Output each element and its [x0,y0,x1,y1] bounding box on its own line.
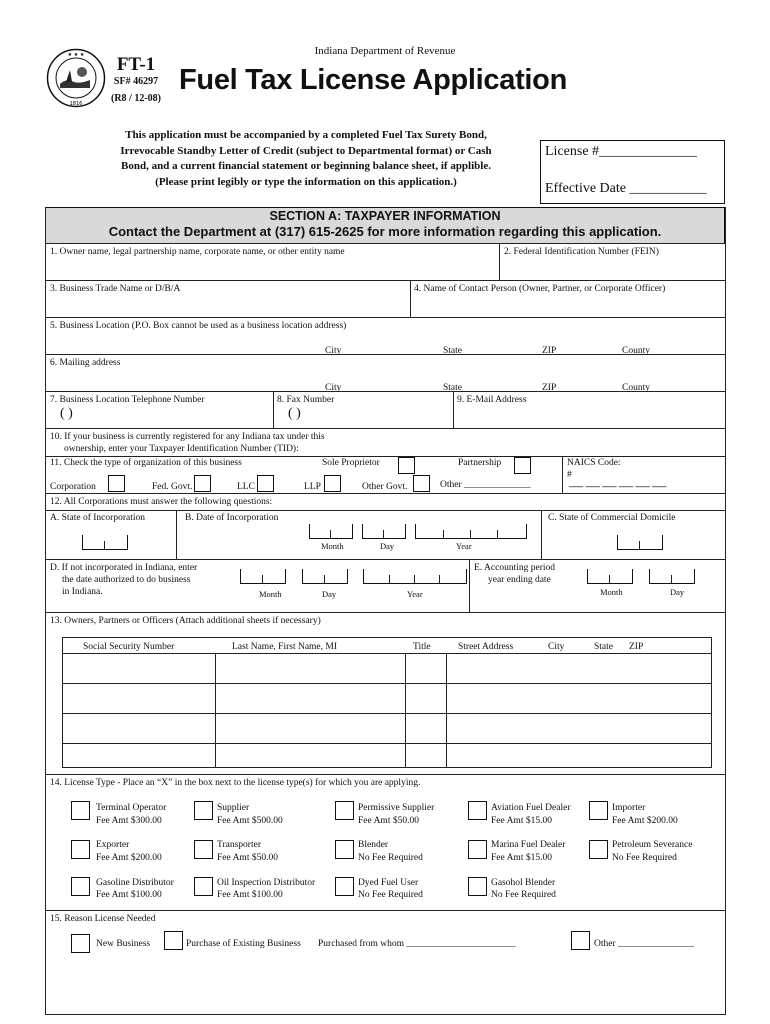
accounting-month-label: Month [600,587,623,597]
field-12e-line2: year ending date [488,575,551,585]
petroleum-severance-label: Petroleum Severance [612,840,693,850]
dyed-fuel-user-fee: No Fee Required [358,890,423,900]
col-title: Title [413,642,431,652]
field-12a-state-incorporation[interactable]: A. State of Incorporation [50,513,145,523]
petroleum-severance-fee: No Fee Required [612,853,677,863]
state-seal [46,48,106,108]
svg-text:1816: 1816 [69,101,83,107]
transporter-checkbox[interactable] [194,840,213,859]
other-govt-checkbox[interactable] [413,475,430,492]
gasohol-blender-fee: No Fee Required [491,890,556,900]
gasoline-distributor-checkbox[interactable] [71,877,90,896]
field-12d-line3: in Indiana. [62,587,103,597]
field-14-license-type: 14. License Type - Place an “X” in the box next to the license type(s) for which you are applying. [50,778,421,788]
oil-inspection-distributor-fee: Fee Amt $100.00 [217,890,283,900]
other-govt-label: Other Govt. [362,482,408,492]
oil-inspection-distributor-checkbox[interactable] [194,877,213,896]
county-label: County [622,346,650,356]
license-number-field[interactable]: License #______________ [545,144,698,159]
col-city: City [548,642,565,652]
field-7-phone[interactable]: 7. Business Location Telephone Number [50,395,205,405]
authorized-month-label: Month [259,589,282,599]
importer-checkbox[interactable] [589,801,608,820]
blender-checkbox[interactable] [335,840,354,859]
supplier-checkbox[interactable] [194,801,213,820]
llp-label: LLP [304,482,321,492]
form-revision: (R8 / 12-08) [111,93,161,104]
accounting-day-label: Day [670,587,685,597]
field-5-business-location[interactable]: 5. Business Location (P.O. Box cannot be used as a business location address) [50,321,347,331]
marina-fuel-dealer-label: Marina Fuel Dealer [491,840,566,850]
incorp-month-boxes[interactable] [309,524,353,539]
section-a-header [45,207,725,243]
corporation-checkbox[interactable] [108,475,125,492]
field-12b-date-incorporation: B. Date of Incorporation [185,513,279,523]
form-title: Fuel Tax License Application [179,64,568,96]
county-label: County [622,383,650,393]
field-3-trade-name[interactable]: 3. Business Trade Name or D/B/A [50,284,181,294]
transporter-fee: Fee Amt $50.00 [217,853,278,863]
supplier-label: Supplier [217,803,250,813]
zip-label: ZIP [542,346,557,356]
instructions: This application must be accompanied by a completed Fuel Tax Surety Bond, Irrevocable Standby Letter of Credit (subject to Departmental format) or Cash Bond, and a current financial statement or beginning balance sheet, if applible. (Please print legibly or type the information on this application.) [120,129,492,188]
importer-label: Importer [612,803,646,813]
field-8-fax[interactable]: 8. Fax Number [277,395,335,405]
terminal-operator-fee: Fee Amt $300.00 [96,816,162,826]
other-reason-checkbox[interactable] [571,931,590,950]
fed-govt-label: Fed. Govt. [152,482,193,492]
field-12d-line1: D. If not incorporated in Indiana, enter [50,563,198,573]
new-business-label: New Business [96,939,151,949]
authorized-year-label: Year [407,589,423,599]
field-2-fein[interactable]: 2. Federal Identification Number (FEIN) [504,247,659,257]
gasohol-blender-checkbox[interactable] [468,877,487,896]
purchased-from-field[interactable]: Purchased from whom _______________________ [318,939,516,949]
permissive-supplier-checkbox[interactable] [335,801,354,820]
incorp-month-label: Month [321,541,344,551]
col-state: State [594,642,613,652]
blender-label: Blender [358,840,389,850]
commercial-domicile-boxes[interactable] [617,535,663,550]
state-incorporation-boxes[interactable] [82,535,128,550]
purchase-existing-label: Purchase of Existing Business [186,939,301,949]
fax-area-code: ( ) [288,406,301,421]
new-business-checkbox[interactable] [71,934,90,953]
city-label: City [325,383,342,393]
sole-proprietor-checkbox[interactable] [398,457,415,474]
naics-code-field[interactable]: ___ ___ ___ ___ ___ ___ [569,479,667,489]
gasoline-distributor-fee: Fee Amt $100.00 [96,890,162,900]
llp-checkbox[interactable] [324,475,341,492]
other-reason-field[interactable]: Other ________________ [594,939,695,949]
authorized-year-boxes[interactable] [363,569,467,584]
field-15-reason: 15. Reason License Needed [50,914,156,924]
partnership-checkbox[interactable] [514,457,531,474]
petroleum-severance-checkbox[interactable] [589,840,608,859]
field-10-tid-line1: 10. If your business is currently registered for any Indiana tax under this [50,432,325,442]
supplier-fee: Fee Amt $500.00 [217,816,283,826]
office-use-box [540,140,725,204]
marina-fuel-dealer-fee: Fee Amt $15.00 [491,853,552,863]
transporter-label: Transporter [217,840,261,850]
svg-text:★ ★ ★: ★ ★ ★ [67,52,85,58]
importer-fee: Fee Amt $200.00 [612,816,678,826]
terminal-operator-label: Terminal Operator [96,803,167,813]
agency-name: Indiana Department of Revenue [314,45,456,57]
field-12-corporations: 12. All Corporations must answer the following questions: [50,497,273,507]
permissive-supplier-fee: Fee Amt $50.00 [358,816,419,826]
field-4-contact-person[interactable]: 4. Name of Contact Person (Owner, Partner, or Corporate Officer) [414,284,666,294]
field-12c-commercial-domicile[interactable]: C. State of Commercial Domicile [548,513,676,523]
field-13-owners: 13. Owners, Partners or Officers (Attach additional sheets if necessary) [50,616,321,626]
section-a-title: SECTION A: TAXPAYER INFORMATION [269,209,501,223]
fed-govt-checkbox[interactable] [194,475,211,492]
state-label: State [443,346,462,356]
exporter-label: Exporter [96,840,130,850]
state-label: State [443,383,462,393]
field-12d-line2: the date authorized to do business [62,575,191,585]
incorp-day-label: Day [380,541,395,551]
gasoline-distributor-label: Gasoline Distributor [96,878,174,888]
effective-date-field[interactable]: Effective Date ___________ [545,181,707,196]
field-12e-line1: E. Accounting period [474,563,555,573]
col-name: Last Name, First Name, MI [232,642,338,652]
sole-proprietor-label: Sole Proprietor [322,458,380,468]
oil-inspection-distributor-label: Oil Inspection Distributor [217,878,316,888]
owners-table [62,637,712,768]
field-9-email[interactable]: 9. E-Mail Address [457,395,527,405]
llc-label: LLC [237,482,255,492]
dyed-fuel-user-label: Dyed Fuel User [358,878,419,888]
authorized-day-boxes[interactable] [302,569,348,584]
marina-fuel-dealer-checkbox[interactable] [468,840,487,859]
permissive-supplier-label: Permissive Supplier [358,803,435,813]
col-ssn: Social Security Number [83,642,175,652]
aviation-fuel-dealer-checkbox[interactable] [468,801,487,820]
sf-number: SF# 46297 [113,76,159,87]
col-street: Street Address [458,642,514,652]
field-10-tid-line2: ownership, enter your Taxpayer Identification Number (TID): [64,444,299,454]
col-zip: ZIP [629,642,644,652]
authorized-day-label: Day [322,589,337,599]
aviation-fuel-dealer-label: Aviation Fuel Dealer [491,803,571,813]
authorized-month-boxes[interactable] [240,569,286,584]
accounting-day-boxes[interactable] [649,569,695,584]
terminal-operator-checkbox[interactable] [71,801,90,820]
field-6-mailing-address[interactable]: 6. Mailing address [50,358,121,368]
dyed-fuel-user-checkbox[interactable] [335,877,354,896]
exporter-checkbox[interactable] [71,840,90,859]
section-a-contact: Contact the Department at (317) 615-2625 for more information regarding this application. [108,224,662,239]
partnership-label: Partnership [458,458,502,468]
aviation-fuel-dealer-fee: Fee Amt $15.00 [491,816,552,826]
city-label: City [325,346,342,356]
incorp-year-label: Year [456,541,472,551]
form-id: FT-1 [116,54,156,75]
exporter-fee: Fee Amt $200.00 [96,853,162,863]
incorp-day-boxes[interactable] [362,524,406,539]
llc-checkbox[interactable] [257,475,274,492]
accounting-month-boxes[interactable] [587,569,633,584]
field-11-org-type: 11. Check the type of organization of this business [50,458,242,468]
naics-label: NAICS Code: [567,458,621,468]
corporation-label: Corporation [50,482,96,492]
blender-fee: No Fee Required [358,853,423,863]
field-1-owner-name[interactable]: 1. Owner name, legal partnership name, corporate name, or other entity name [50,247,345,257]
incorp-year-boxes[interactable] [415,524,527,539]
purchase-existing-checkbox[interactable] [164,931,183,950]
zip-label: ZIP [542,383,557,393]
naics-hash: # [567,470,572,480]
gasohol-blender-label: Gasohol Blender [491,878,556,888]
other-org-field[interactable]: Other ______________ [440,480,531,490]
phone-area-code: ( ) [60,406,73,421]
